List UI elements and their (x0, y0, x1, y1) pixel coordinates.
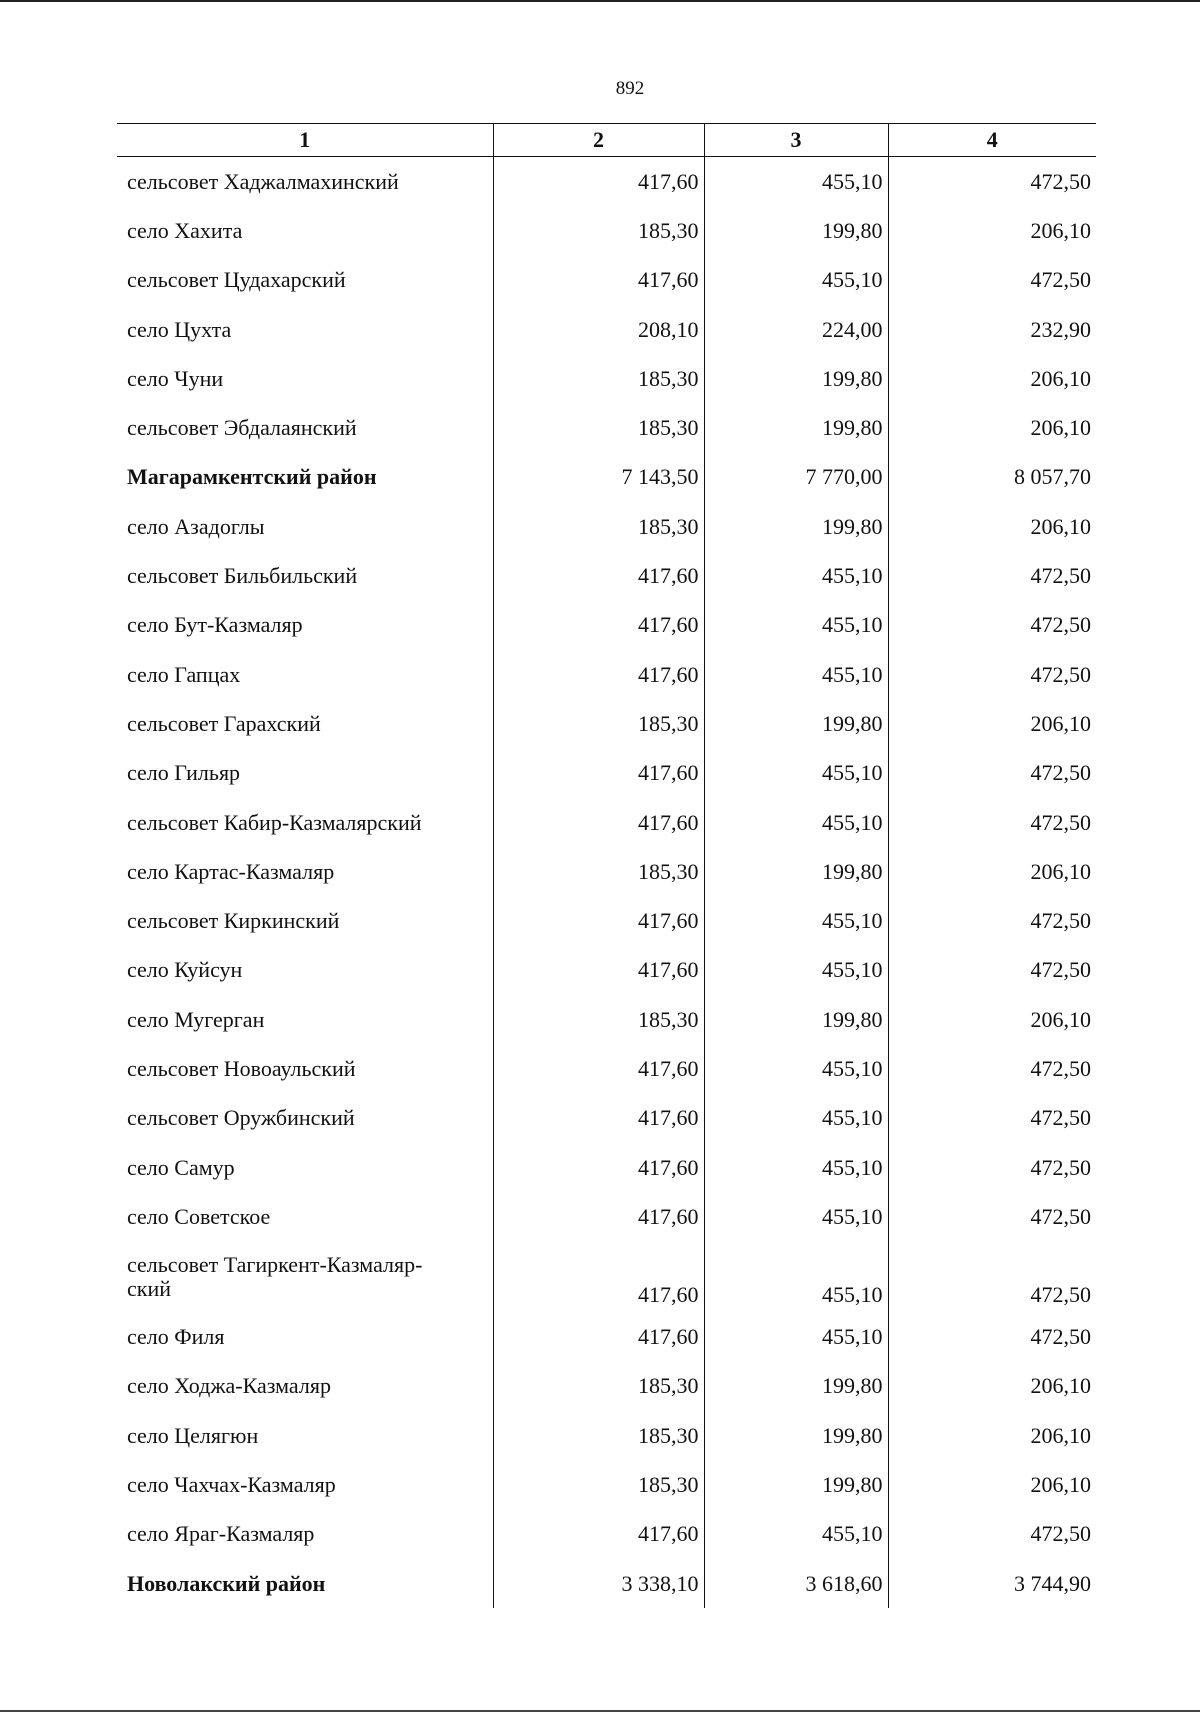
top-rule (0, 0, 1200, 2)
value-cell-col-2: 417,60 (493, 1192, 704, 1241)
value-cell-col-4: 3 744,90 (888, 1559, 1096, 1608)
row-name-cell: сельсовет Бильбильский (127, 563, 358, 589)
value-cell-col-2: 185,30 (493, 995, 704, 1044)
value-cell-col-3: 455,10 (704, 1510, 888, 1559)
value-cell-col-3: 199,80 (704, 995, 888, 1044)
value-cell-col-3: 455,10 (704, 1313, 888, 1362)
table-row (117, 206, 1096, 255)
column-header-2: 2 (493, 124, 704, 157)
value-cell-col-2: 185,30 (493, 1362, 704, 1411)
row-name-cell: село Гапцах (127, 661, 241, 687)
value-cell-col-4: 8 057,70 (888, 453, 1096, 502)
table-row (117, 749, 1096, 798)
row-name-cell: сельсовет Гарахский (127, 710, 321, 736)
value-cell-col-4: 472,50 (888, 256, 1096, 305)
value-cell-col-3: 7 770,00 (704, 453, 888, 502)
row-name-cell: село Куйсун (127, 957, 243, 983)
table-row (117, 453, 1096, 502)
row-name-cell: село Азадоглы (127, 513, 265, 539)
value-cell-col-2: 417,60 (493, 1510, 704, 1559)
table-row (117, 650, 1096, 699)
row-name-cell: село Самур (127, 1154, 235, 1180)
table-row (117, 354, 1096, 403)
table-row (117, 1313, 1096, 1362)
value-cell-col-3: 199,80 (704, 354, 888, 403)
value-cell-col-3: 199,80 (704, 1362, 888, 1411)
table-row (117, 1143, 1096, 1192)
value-cell-col-3: 3 618,60 (704, 1559, 888, 1608)
value-cell-col-4: 206,10 (888, 995, 1096, 1044)
value-cell-col-2: 185,30 (493, 502, 704, 551)
value-cell-col-2: 417,60 (493, 601, 704, 650)
value-cell-col-2: 417,60 (493, 1044, 704, 1093)
value-cell-col-4: 472,50 (888, 798, 1096, 847)
value-cell-col-4: 472,50 (888, 1143, 1096, 1192)
value-cell-col-2: 185,30 (493, 354, 704, 403)
table-row (117, 256, 1096, 305)
table-row (117, 157, 1096, 207)
value-cell-col-2: 417,60 (493, 256, 704, 305)
row-name-cell: сельсовет Новоаульский (127, 1055, 356, 1081)
value-cell-col-2: 185,30 (493, 403, 704, 452)
value-cell-col-3: 455,10 (704, 896, 888, 945)
value-cell-col-4: 472,50 (888, 1044, 1096, 1093)
row-name-cell: село Яраг-Казмаляр (127, 1521, 315, 1547)
row-name-cell: село Чуни (127, 365, 224, 391)
table-row (117, 305, 1096, 354)
value-cell-col-3: 455,10 (704, 749, 888, 798)
table-row (117, 1044, 1096, 1093)
value-cell-col-4: 206,10 (888, 502, 1096, 551)
value-cell-col-2: 417,60 (493, 650, 704, 699)
value-cell-col-4: 232,90 (888, 305, 1096, 354)
table-header-row (117, 124, 1096, 157)
value-cell-col-3: 455,10 (704, 1242, 888, 1313)
value-cell-col-4: 472,50 (888, 650, 1096, 699)
row-name-cell: село Чахчах-Казмаляр (127, 1472, 336, 1498)
row-name-cell: село Гильяр (127, 760, 241, 786)
table-row (117, 502, 1096, 551)
table-row (117, 699, 1096, 748)
value-cell-col-4: 206,10 (888, 699, 1096, 748)
value-cell-col-3: 455,10 (704, 1192, 888, 1241)
value-cell-col-2: 185,30 (493, 699, 704, 748)
value-cell-col-2: 417,60 (493, 1094, 704, 1143)
column-header-4: 4 (888, 124, 1096, 157)
value-cell-col-4: 206,10 (888, 847, 1096, 896)
row-name-cell: село Филя (127, 1324, 225, 1350)
value-cell-col-4: 206,10 (888, 1362, 1096, 1411)
value-cell-col-4: 472,50 (888, 1510, 1096, 1559)
value-cell-col-2: 417,60 (493, 1313, 704, 1362)
row-name-cell: село Хахита (127, 217, 243, 243)
value-cell-col-4: 472,50 (888, 946, 1096, 995)
table-row (117, 1559, 1096, 1608)
row-name-cell: село Бут-Казмаляр (127, 612, 303, 638)
row-name-cell: сельсовет Эбдалаянский (127, 415, 357, 441)
value-cell-col-2: 417,60 (493, 749, 704, 798)
value-cell-col-3: 455,10 (704, 1143, 888, 1192)
value-cell-col-3: 455,10 (704, 1094, 888, 1143)
value-cell-col-4: 472,50 (888, 1313, 1096, 1362)
value-cell-col-3: 455,10 (704, 650, 888, 699)
data-table (117, 123, 1096, 1608)
value-cell-col-4: 472,50 (888, 896, 1096, 945)
value-cell-col-2: 417,60 (493, 157, 704, 207)
value-cell-col-2: 3 338,10 (493, 1559, 704, 1608)
value-cell-col-4: 472,50 (888, 157, 1096, 207)
value-cell-col-3: 199,80 (704, 403, 888, 452)
row-name-cell: Магарамкентский район (127, 464, 377, 490)
table-row (117, 896, 1096, 945)
row-name-cell: сельсовет Киркинский (127, 908, 340, 934)
value-cell-col-2: 417,60 (493, 946, 704, 995)
row-name-cell: село Цухта (127, 316, 232, 342)
value-cell-col-2: 185,30 (493, 847, 704, 896)
value-cell-col-2: 417,60 (493, 1242, 704, 1313)
value-cell-col-4: 472,50 (888, 601, 1096, 650)
table-body (117, 157, 1096, 1609)
row-name-cell: село Мугерган (127, 1006, 265, 1032)
row-name-line: ский (127, 1276, 171, 1302)
row-name-cell (117, 1242, 493, 1313)
value-cell-col-3: 455,10 (704, 798, 888, 847)
value-cell-col-2: 417,60 (493, 551, 704, 600)
value-cell-col-4: 206,10 (888, 1460, 1096, 1509)
table-row (117, 1192, 1096, 1241)
table-row (117, 1242, 1096, 1313)
table-row (117, 1460, 1096, 1509)
row-name-cell: село Ходжа-Казмаляр (127, 1373, 331, 1399)
table-row (117, 847, 1096, 896)
value-cell-col-2: 417,60 (493, 896, 704, 945)
table-row (117, 946, 1096, 995)
value-cell-col-2: 185,30 (493, 1460, 704, 1509)
value-cell-col-2: 208,10 (493, 305, 704, 354)
value-cell-col-3: 199,80 (704, 1411, 888, 1460)
value-cell-col-4: 206,10 (888, 206, 1096, 255)
table-row (117, 798, 1096, 847)
value-cell-col-3: 455,10 (704, 256, 888, 305)
row-name-cell: сельсовет Цудахарский (127, 267, 346, 293)
column-header-3: 3 (704, 124, 888, 157)
row-name-cell: Новолакский район (127, 1570, 326, 1596)
table-row (117, 1362, 1096, 1411)
value-cell-col-3: 199,80 (704, 1460, 888, 1509)
row-name-cell: село Целягюн (127, 1422, 259, 1448)
table-row (117, 1510, 1096, 1559)
value-cell-col-4: 206,10 (888, 1411, 1096, 1460)
table-row (117, 551, 1096, 600)
value-cell-col-4: 472,50 (888, 749, 1096, 798)
table-row (117, 995, 1096, 1044)
row-name-cell: сельсовет Хаджалмахинский (127, 168, 399, 194)
value-cell-col-4: 472,50 (888, 1192, 1096, 1241)
value-cell-col-3: 199,80 (704, 206, 888, 255)
row-name-line: сельсовет Тагиркент-Казмаляр- (127, 1252, 423, 1278)
table-row (117, 1094, 1096, 1143)
value-cell-col-3: 224,00 (704, 305, 888, 354)
page-number: 892 (615, 78, 645, 99)
value-cell-col-3: 455,10 (704, 1044, 888, 1093)
row-name-cell: сельсовет Оружбинский (127, 1105, 355, 1131)
table-row (117, 1411, 1096, 1460)
row-name-cell: село Картас-Казмаляр (127, 858, 335, 884)
value-cell-col-2: 417,60 (493, 798, 704, 847)
table-row (117, 403, 1096, 452)
value-cell-col-3: 455,10 (704, 601, 888, 650)
value-cell-col-2: 185,30 (493, 206, 704, 255)
value-cell-col-2: 7 143,50 (493, 453, 704, 502)
bottom-rule (0, 1710, 1200, 1712)
value-cell-col-3: 455,10 (704, 551, 888, 600)
row-name-cell: село Советское (127, 1203, 271, 1229)
column-header-1: 1 (117, 124, 493, 157)
row-name-cell: сельсовет Кабир-Казмалярский (127, 809, 422, 835)
value-cell-col-3: 199,80 (704, 699, 888, 748)
table-row (117, 601, 1096, 650)
value-cell-col-3: 199,80 (704, 847, 888, 896)
value-cell-col-4: 472,50 (888, 1242, 1096, 1313)
value-cell-col-4: 472,50 (888, 1094, 1096, 1143)
value-cell-col-2: 185,30 (493, 1411, 704, 1460)
value-cell-col-2: 417,60 (493, 1143, 704, 1192)
value-cell-col-3: 455,10 (704, 946, 888, 995)
value-cell-col-3: 199,80 (704, 502, 888, 551)
value-cell-col-3: 455,10 (704, 157, 888, 207)
value-cell-col-4: 472,50 (888, 551, 1096, 600)
value-cell-col-4: 206,10 (888, 403, 1096, 452)
value-cell-col-4: 206,10 (888, 354, 1096, 403)
